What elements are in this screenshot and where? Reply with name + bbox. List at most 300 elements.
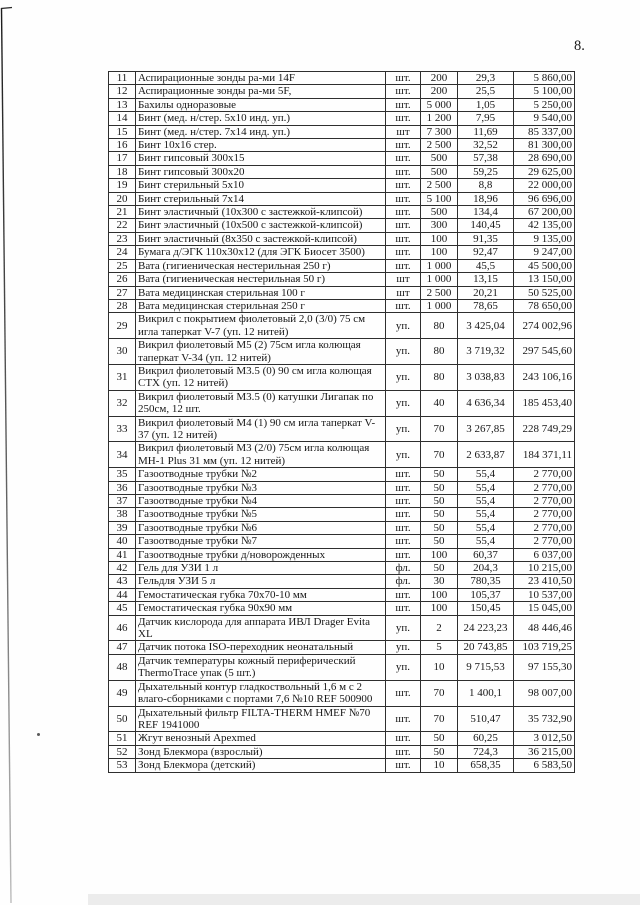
total-cell: 10 215,00 [514, 562, 575, 575]
unit-cell: шт. [386, 680, 421, 706]
table-row [109, 468, 575, 481]
item-name-cell: Бинт гипсовый 300х20 [136, 165, 386, 178]
row-number-cell: 49 [109, 680, 136, 706]
unit-price-cell: 55,4 [458, 495, 514, 508]
total-cell: 10 537,00 [514, 588, 575, 601]
unit-cell: шт. [386, 206, 421, 219]
quantity-cell: 2 [421, 615, 458, 641]
table-row [109, 165, 575, 178]
quantity-cell: 80 [421, 364, 458, 390]
total-cell: 35 732,90 [514, 706, 575, 732]
item-name-cell: Викрил фиолетовый М4 (1) 90 см игла таперкат V-37 (уп. 12 нитей) [136, 416, 386, 442]
unit-cell: уп. [386, 442, 421, 468]
unit-cell: уп. [386, 654, 421, 680]
row-number-cell: 43 [109, 575, 136, 588]
item-name-cell: Бинт гипсовый 300х15 [136, 152, 386, 165]
quantity-cell: 40 [421, 390, 458, 416]
row-number-cell: 29 [109, 313, 136, 339]
row-number-cell: 35 [109, 468, 136, 481]
row-number-cell: 33 [109, 416, 136, 442]
row-number-cell: 18 [109, 165, 136, 178]
item-name-cell: Вата (гигиеническая нестерильная 250 г) [136, 259, 386, 272]
table-row [109, 139, 575, 152]
unit-price-cell: 510,47 [458, 706, 514, 732]
item-name-cell: Викрил фиолетовый М3 (2/0) 75см игла колющая МН-1 Plus 31 мм (уп. 12 нитей) [136, 442, 386, 468]
table-row [109, 246, 575, 259]
total-cell: 2 770,00 [514, 481, 575, 494]
row-number-cell: 27 [109, 286, 136, 299]
row-number-cell: 44 [109, 588, 136, 601]
item-name-cell: Газоотводные трубки №2 [136, 468, 386, 481]
quantity-cell: 500 [421, 206, 458, 219]
table-row [109, 495, 575, 508]
unit-price-cell: 78,65 [458, 299, 514, 312]
unit-price-cell: 7,95 [458, 112, 514, 125]
unit-price-cell: 91,35 [458, 232, 514, 245]
total-cell: 103 719,25 [514, 641, 575, 654]
total-cell: 274 002,96 [514, 313, 575, 339]
table-row [109, 286, 575, 299]
item-name-cell: Датчик потока ISO-переходник неонатальный [136, 641, 386, 654]
row-number-cell: 15 [109, 125, 136, 138]
quantity-cell: 50 [421, 481, 458, 494]
total-cell: 98 007,00 [514, 680, 575, 706]
table-row [109, 206, 575, 219]
item-name-cell: Бинт стерильный 5х10 [136, 179, 386, 192]
total-cell: 184 371,11 [514, 442, 575, 468]
quantity-cell: 50 [421, 495, 458, 508]
row-number-cell: 51 [109, 732, 136, 745]
unit-cell: уп. [386, 313, 421, 339]
quantity-cell: 70 [421, 680, 458, 706]
quantity-cell: 80 [421, 313, 458, 339]
table-row [109, 706, 575, 732]
unit-cell: шт. [386, 521, 421, 534]
unit-price-cell: 13,15 [458, 273, 514, 286]
item-name-cell: Газоотводные трубки №7 [136, 535, 386, 548]
quantity-cell: 80 [421, 339, 458, 365]
unit-price-cell: 55,4 [458, 508, 514, 521]
total-cell: 78 650,00 [514, 299, 575, 312]
total-cell: 45 500,00 [514, 259, 575, 272]
item-name-cell: Бинт эластичный (8х350 с застежкой-клипсой) [136, 232, 386, 245]
quantity-cell: 70 [421, 442, 458, 468]
unit-price-cell: 24 223,23 [458, 615, 514, 641]
total-cell: 2 770,00 [514, 468, 575, 481]
quantity-cell: 1 200 [421, 112, 458, 125]
table-row [109, 602, 575, 615]
total-cell: 85 337,00 [514, 125, 575, 138]
table-row [109, 508, 575, 521]
table-row [109, 481, 575, 494]
table-row [109, 588, 575, 601]
unit-cell: шт. [386, 259, 421, 272]
total-cell: 5 100,00 [514, 85, 575, 98]
table-row [109, 152, 575, 165]
unit-cell: шт. [386, 85, 421, 98]
item-name-cell: Викрил с покрытием фиолетовый 2,0 (3/0) 75 см игла таперкат V-7 (уп. 12 нитей) [136, 313, 386, 339]
quantity-cell: 50 [421, 468, 458, 481]
table-row [109, 732, 575, 745]
total-cell: 15 045,00 [514, 602, 575, 615]
unit-cell: шт. [386, 732, 421, 745]
row-number-cell: 17 [109, 152, 136, 165]
unit-cell: шт [386, 125, 421, 138]
unit-price-cell: 45,5 [458, 259, 514, 272]
total-cell: 28 690,00 [514, 152, 575, 165]
quantity-cell: 7 300 [421, 125, 458, 138]
total-cell: 96 696,00 [514, 192, 575, 205]
total-cell: 2 770,00 [514, 508, 575, 521]
total-cell: 36 215,00 [514, 745, 575, 758]
item-name-cell: Гемостатическая губка 90х90 мм [136, 602, 386, 615]
unit-price-cell: 60,37 [458, 548, 514, 561]
quantity-cell: 50 [421, 562, 458, 575]
table-row [109, 535, 575, 548]
item-name-cell: Зонд Блекмора (взрослый) [136, 745, 386, 758]
total-cell: 42 135,00 [514, 219, 575, 232]
unit-price-cell: 9 715,53 [458, 654, 514, 680]
unit-price-cell: 1 400,1 [458, 680, 514, 706]
item-name-cell: Зонд Блекмора (детский) [136, 759, 386, 772]
row-number-cell: 13 [109, 98, 136, 111]
table-row [109, 442, 575, 468]
item-name-cell: Бинт (мед. н/стер. 5х10 инд. уп.) [136, 112, 386, 125]
unit-cell: шт. [386, 98, 421, 111]
quantity-cell: 100 [421, 602, 458, 615]
table-row [109, 759, 575, 772]
unit-cell: шт. [386, 179, 421, 192]
unit-price-cell: 29,3 [458, 72, 514, 85]
unit-price-cell: 55,4 [458, 468, 514, 481]
row-number-cell: 40 [109, 535, 136, 548]
table-row [109, 339, 575, 365]
quantity-cell: 5 100 [421, 192, 458, 205]
item-name-cell: Гемостатическая губка 70х70-10 мм [136, 588, 386, 601]
row-number-cell: 24 [109, 246, 136, 259]
quantity-cell: 50 [421, 745, 458, 758]
row-number-cell: 16 [109, 139, 136, 152]
unit-price-cell: 92,47 [458, 246, 514, 259]
item-name-cell: Датчик кислорода для аппарата ИВЛ Drager Evita XL [136, 615, 386, 641]
unit-price-cell: 60,25 [458, 732, 514, 745]
row-number-cell: 50 [109, 706, 136, 732]
table-row [109, 98, 575, 111]
item-name-cell: Жгут венозный Apexmed [136, 732, 386, 745]
unit-cell: шт. [386, 481, 421, 494]
total-cell: 5 860,00 [514, 72, 575, 85]
unit-price-cell: 140,45 [458, 219, 514, 232]
table-row [109, 390, 575, 416]
unit-price-cell: 20,21 [458, 286, 514, 299]
table-row [109, 299, 575, 312]
table-row [109, 615, 575, 641]
item-name-cell: Вата медицинская стерильная 100 г [136, 286, 386, 299]
table-row [109, 232, 575, 245]
unit-cell: шт. [386, 535, 421, 548]
unit-price-cell: 204,3 [458, 562, 514, 575]
table-row [109, 416, 575, 442]
unit-price-cell: 18,96 [458, 192, 514, 205]
unit-cell: шт. [386, 588, 421, 601]
row-number-cell: 42 [109, 562, 136, 575]
unit-price-cell: 780,35 [458, 575, 514, 588]
unit-cell: фл. [386, 562, 421, 575]
row-number-cell: 20 [109, 192, 136, 205]
item-name-cell: Газоотводные трубки д/новорожденных [136, 548, 386, 561]
total-cell: 297 545,60 [514, 339, 575, 365]
total-cell: 50 525,00 [514, 286, 575, 299]
item-name-cell: Викрил фиолетовый М5 (2) 75см игла колющая таперкат V-34 (уп. 12 нитей) [136, 339, 386, 365]
total-cell: 9 247,00 [514, 246, 575, 259]
total-cell: 2 770,00 [514, 535, 575, 548]
quantity-cell: 100 [421, 588, 458, 601]
item-name-cell: Викрил фиолетовый М3.5 (0) 90 см игла колющая СТХ (уп. 12 нитей) [136, 364, 386, 390]
item-name-cell: Газоотводные трубки №6 [136, 521, 386, 534]
row-number-cell: 52 [109, 745, 136, 758]
row-number-cell: 45 [109, 602, 136, 615]
total-cell: 243 106,16 [514, 364, 575, 390]
quantity-cell: 1 000 [421, 259, 458, 272]
unit-cell: шт. [386, 165, 421, 178]
row-number-cell: 25 [109, 259, 136, 272]
unit-cell: шт. [386, 112, 421, 125]
row-number-cell: 23 [109, 232, 136, 245]
total-cell: 2 770,00 [514, 521, 575, 534]
total-cell: 22 000,00 [514, 179, 575, 192]
unit-cell: уп. [386, 416, 421, 442]
quantity-cell: 10 [421, 654, 458, 680]
item-name-cell: Бинт эластичный (10х500 с застежкой-клипсой) [136, 219, 386, 232]
item-name-cell: Вата медицинская стерильная 250 г [136, 299, 386, 312]
row-number-cell: 34 [109, 442, 136, 468]
quantity-cell: 500 [421, 152, 458, 165]
row-number-cell: 21 [109, 206, 136, 219]
table-row [109, 562, 575, 575]
unit-cell: шт. [386, 508, 421, 521]
unit-cell: шт. [386, 548, 421, 561]
row-number-cell: 19 [109, 179, 136, 192]
table-row [109, 548, 575, 561]
unit-cell: шт [386, 273, 421, 286]
quantity-cell: 2 500 [421, 179, 458, 192]
total-cell: 5 250,00 [514, 98, 575, 111]
unit-cell: шт. [386, 246, 421, 259]
quantity-cell: 100 [421, 232, 458, 245]
quantity-cell: 70 [421, 416, 458, 442]
total-cell: 9 135,00 [514, 232, 575, 245]
item-name-cell: Дыхательный фильтр FILTA-THERM HMEF №70 REF 1941000 [136, 706, 386, 732]
unit-cell: уп. [386, 641, 421, 654]
item-name-cell: Аспирационные зонды ра-ми 5F, [136, 85, 386, 98]
total-cell: 3 012,50 [514, 732, 575, 745]
total-cell: 29 625,00 [514, 165, 575, 178]
unit-cell: шт. [386, 602, 421, 615]
quantity-cell: 5 000 [421, 98, 458, 111]
items-table [108, 71, 575, 773]
item-name-cell: Аспирационные зонды ра-ми 14F [136, 72, 386, 85]
unit-cell: шт. [386, 72, 421, 85]
quantity-cell: 1 000 [421, 299, 458, 312]
scan-shadow-bottom [88, 894, 640, 905]
unit-price-cell: 3 719,32 [458, 339, 514, 365]
table-row [109, 745, 575, 758]
item-name-cell: Бумага д/ЭГК 110х30х12 (для ЭГК Биосет 3500) [136, 246, 386, 259]
quantity-cell: 50 [421, 732, 458, 745]
row-number-cell: 31 [109, 364, 136, 390]
row-number-cell: 14 [109, 112, 136, 125]
table-row [109, 85, 575, 98]
unit-price-cell: 1,05 [458, 98, 514, 111]
unit-price-cell: 25,5 [458, 85, 514, 98]
unit-cell: уп. [386, 390, 421, 416]
quantity-cell: 100 [421, 548, 458, 561]
quantity-cell: 5 [421, 641, 458, 654]
row-number-cell: 48 [109, 654, 136, 680]
unit-price-cell: 8,8 [458, 179, 514, 192]
row-number-cell: 32 [109, 390, 136, 416]
item-name-cell: Газоотводные трубки №4 [136, 495, 386, 508]
unit-price-cell: 724,3 [458, 745, 514, 758]
unit-cell: шт. [386, 232, 421, 245]
unit-price-cell: 32,52 [458, 139, 514, 152]
unit-price-cell: 20 743,85 [458, 641, 514, 654]
quantity-cell: 1 000 [421, 273, 458, 286]
item-name-cell: Дыхательный контур гладкоствольный 1,6 м с 2 влаго-сборниками с портами 7,6 №10 REF 500900 [136, 680, 386, 706]
unit-price-cell: 11,69 [458, 125, 514, 138]
scan-artifact-dot [37, 733, 40, 736]
item-name-cell: Бахилы одноразовые [136, 98, 386, 111]
item-name-cell: Газоотводные трубки №5 [136, 508, 386, 521]
total-cell: 81 300,00 [514, 139, 575, 152]
row-number-cell: 11 [109, 72, 136, 85]
item-name-cell: Бинт эластичный (10х300 с застежкой-клипсой) [136, 206, 386, 219]
quantity-cell: 10 [421, 759, 458, 772]
unit-cell: шт. [386, 745, 421, 758]
table-row [109, 575, 575, 588]
unit-price-cell: 55,4 [458, 535, 514, 548]
row-number-cell: 37 [109, 495, 136, 508]
page-number: 8. [574, 38, 585, 54]
unit-cell: шт. [386, 495, 421, 508]
quantity-cell: 30 [421, 575, 458, 588]
quantity-cell: 300 [421, 219, 458, 232]
item-name-cell: Газоотводные трубки №3 [136, 481, 386, 494]
table-row [109, 219, 575, 232]
row-number-cell: 47 [109, 641, 136, 654]
total-cell: 9 540,00 [514, 112, 575, 125]
total-cell: 185 453,40 [514, 390, 575, 416]
table-row [109, 654, 575, 680]
row-number-cell: 28 [109, 299, 136, 312]
unit-cell: уп. [386, 615, 421, 641]
row-number-cell: 30 [109, 339, 136, 365]
table-row [109, 259, 575, 272]
table-row [109, 125, 575, 138]
quantity-cell: 100 [421, 246, 458, 259]
unit-cell: шт. [386, 468, 421, 481]
unit-price-cell: 658,35 [458, 759, 514, 772]
item-name-cell: Гельдля УЗИ 5 л [136, 575, 386, 588]
row-number-cell: 39 [109, 521, 136, 534]
unit-cell: шт [386, 286, 421, 299]
item-name-cell: Датчик температуры кожный периферический ThermoTrace упак (5 шт.) [136, 654, 386, 680]
total-cell: 13 150,00 [514, 273, 575, 286]
unit-cell: шт. [386, 152, 421, 165]
unit-price-cell: 105,37 [458, 588, 514, 601]
table-row [109, 179, 575, 192]
quantity-cell: 50 [421, 508, 458, 521]
row-number-cell: 46 [109, 615, 136, 641]
table-row [109, 680, 575, 706]
table-row [109, 273, 575, 286]
total-cell: 48 446,46 [514, 615, 575, 641]
item-name-cell: Вата (гигиеническая нестерильная 50 г) [136, 273, 386, 286]
item-name-cell: Викрил фиолетовый М3.5 (0) катушки Лигапак по 250см, 12 шт. [136, 390, 386, 416]
row-number-cell: 26 [109, 273, 136, 286]
quantity-cell: 200 [421, 85, 458, 98]
unit-price-cell: 150,45 [458, 602, 514, 615]
unit-price-cell: 134,4 [458, 206, 514, 219]
unit-cell: уп. [386, 339, 421, 365]
table-row [109, 313, 575, 339]
table-row [109, 364, 575, 390]
unit-price-cell: 3 038,83 [458, 364, 514, 390]
total-cell: 6 583,50 [514, 759, 575, 772]
unit-cell: фл. [386, 575, 421, 588]
unit-cell: шт. [386, 139, 421, 152]
unit-cell: уп. [386, 364, 421, 390]
table-row [109, 641, 575, 654]
item-name-cell: Бинт 10х16 стер. [136, 139, 386, 152]
unit-price-cell: 55,4 [458, 521, 514, 534]
unit-price-cell: 3 425,04 [458, 313, 514, 339]
item-name-cell: Бинт (мед. н/стер. 7х14 инд. уп.) [136, 125, 386, 138]
row-number-cell: 22 [109, 219, 136, 232]
unit-cell: шт. [386, 299, 421, 312]
quantity-cell: 70 [421, 706, 458, 732]
quantity-cell: 50 [421, 535, 458, 548]
quantity-cell: 2 500 [421, 139, 458, 152]
item-name-cell: Бинт стерильный 7х14 [136, 192, 386, 205]
unit-price-cell: 55,4 [458, 481, 514, 494]
quantity-cell: 200 [421, 72, 458, 85]
unit-cell: шт. [386, 192, 421, 205]
unit-price-cell: 57,38 [458, 152, 514, 165]
unit-cell: шт. [386, 759, 421, 772]
unit-price-cell: 2 633,87 [458, 442, 514, 468]
total-cell: 228 749,29 [514, 416, 575, 442]
table-row [109, 112, 575, 125]
row-number-cell: 36 [109, 481, 136, 494]
unit-price-cell: 4 636,34 [458, 390, 514, 416]
total-cell: 23 410,50 [514, 575, 575, 588]
table-row [109, 192, 575, 205]
quantity-cell: 50 [421, 521, 458, 534]
quantity-cell: 2 500 [421, 286, 458, 299]
row-number-cell: 41 [109, 548, 136, 561]
total-cell: 67 200,00 [514, 206, 575, 219]
row-number-cell: 38 [109, 508, 136, 521]
total-cell: 6 037,00 [514, 548, 575, 561]
unit-price-cell: 3 267,85 [458, 416, 514, 442]
quantity-cell: 500 [421, 165, 458, 178]
item-name-cell: Гель для УЗИ 1 л [136, 562, 386, 575]
table-row [109, 72, 575, 85]
row-number-cell: 12 [109, 85, 136, 98]
unit-price-cell: 59,25 [458, 165, 514, 178]
unit-cell: шт. [386, 706, 421, 732]
